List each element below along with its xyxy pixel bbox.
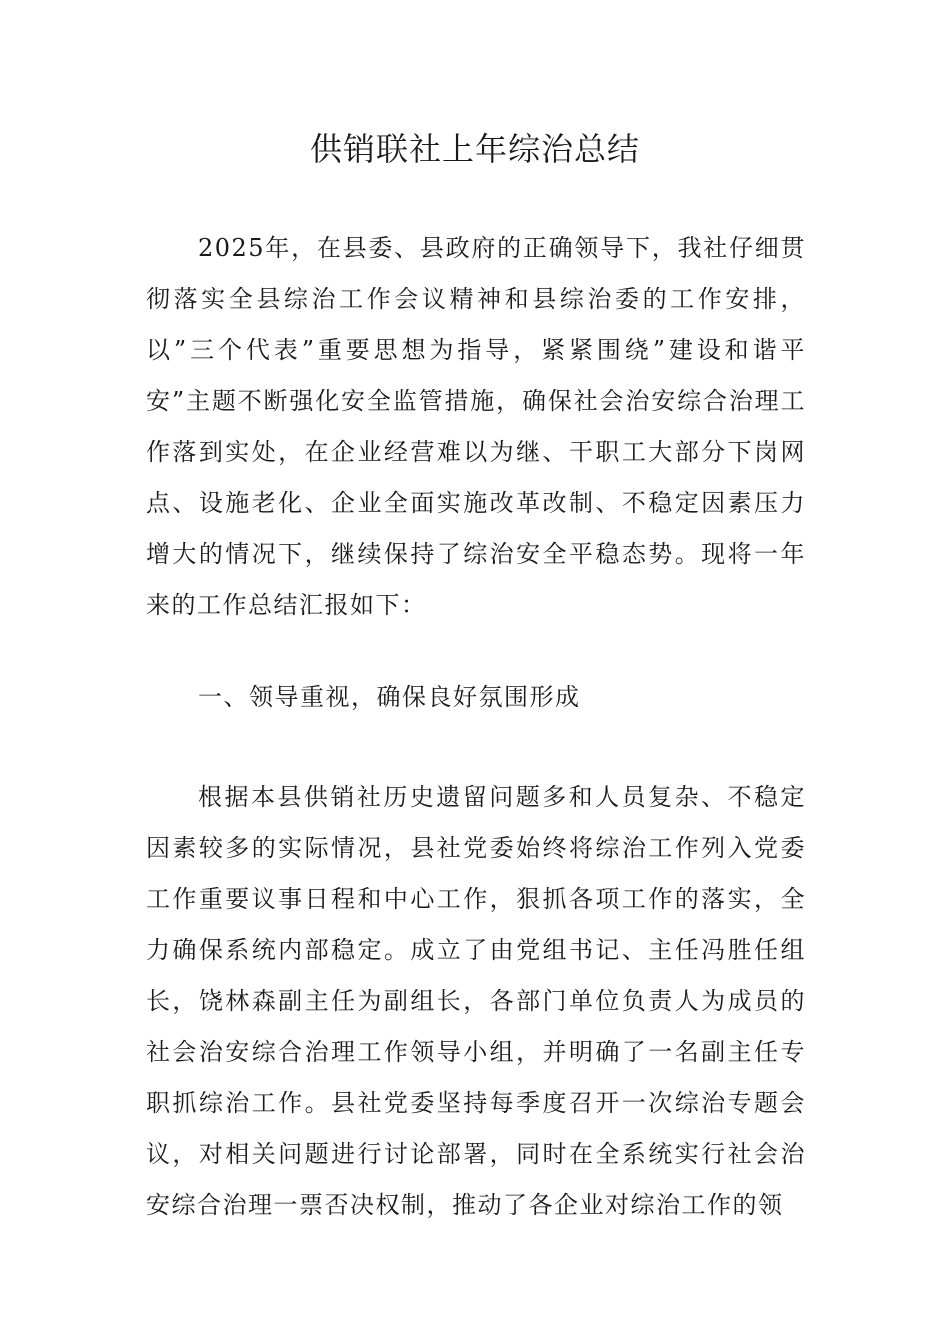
paragraph-intro: 2025年，在县委、县政府的正确领导下，我社仔细贯彻落实全县综治工作会议精神和县综治委的工作安排，以”三个代表”重要思想为指导，紧紧围绕”建设和谐平安”主题不断强化安全监管措施，确保社会治安综合治理工作落到实处，在企业经营难以为继、干职工大部分下岗网点、设施老化、企业全面实施改革改制、不稳定因素压力增大的情况下，继续保持了综治安全平稳态势。现将一年来的工作总结汇报如下： — [146, 234, 806, 619]
section-heading-1: 一、领导重视，确保良好氛围形成 — [198, 683, 581, 711]
document-title: 供销联社上年综治总结 — [309, 130, 640, 168]
paragraph-section-1: 根据本县供销社历史遗留问题多和人员复杂、不稳定因素较多的实际情况，县社党委始终将综治工作列入党委工作重要议事日程和中心工作，狠抓各项工作的落实，全力确保系统内部稳定。成立了由党组书记、主任冯胜任组长，饶林森副主任为副组长，各部门单位负责人为成员的社会治安综合治理工作领导小组，并明确了一名副主任专职抓综治工作。县社党委坚持每季度召开一次综治专题会议，对相关问题进行讨论部署，同时在全系统实行社会治安综合治理一票否决权制，推动了各企业对综治工作的领 — [146, 783, 806, 1219]
